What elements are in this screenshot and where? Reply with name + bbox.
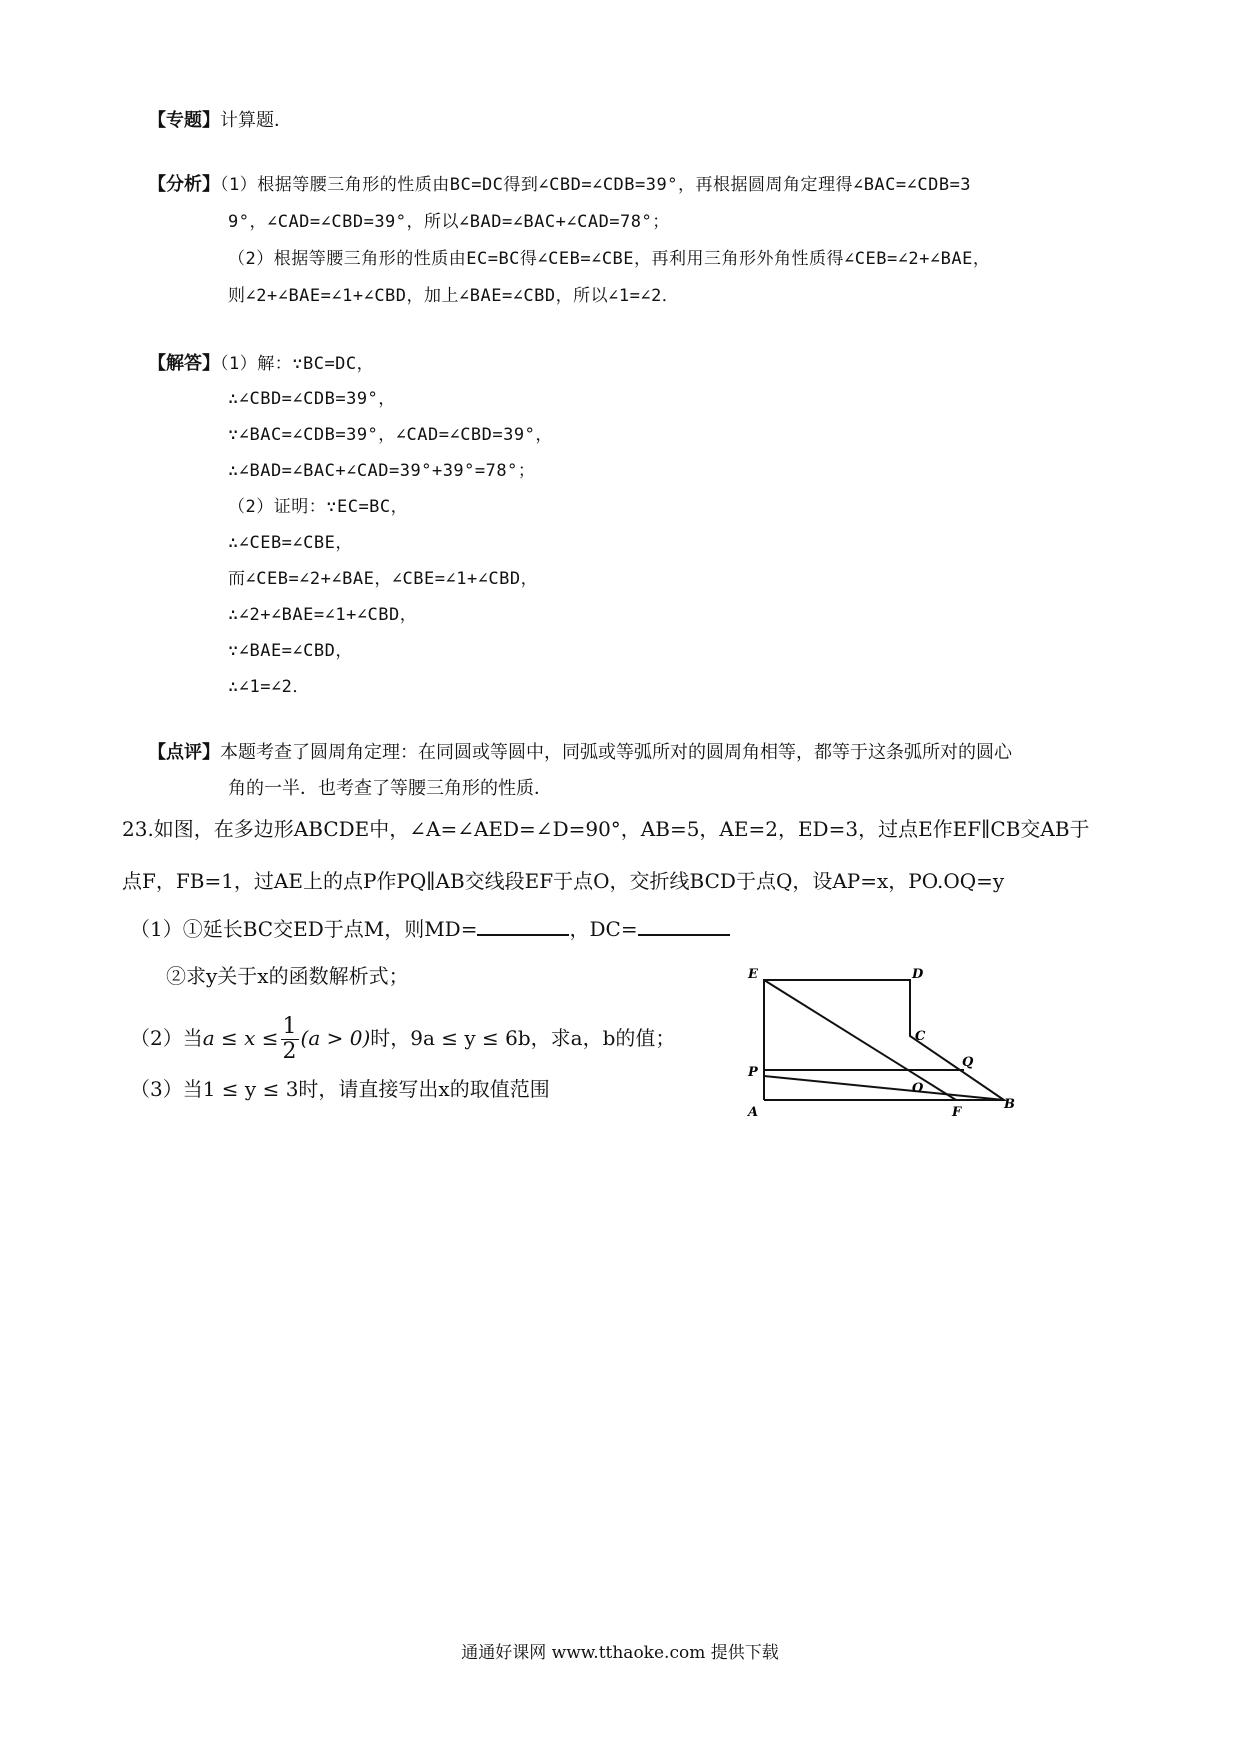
analysis-line-2: 9°，∠CAD=∠CBD=39°，所以∠BAD=∠BAC+∠CAD=78°； [228, 212, 670, 232]
label-p: P [748, 1065, 758, 1080]
analysis-line-3: （2）根据等腰三角形的性质由EC=BC得∠CEB=∠CBE，再利用三角形外角性质得∠CEB=∠2+∠BAE， [228, 249, 991, 269]
comment-line-1 [148, 740, 1012, 766]
comment-line-2: 角的一半．也考查了等腰三角形的性质． [228, 778, 552, 799]
fraction-denominator: 2 [282, 1039, 297, 1064]
solution-line-6: ∴∠CEB=∠CBE， [228, 533, 353, 553]
part2-cond-left: a ≤ x ≤ [202, 1026, 279, 1050]
label-c: C [915, 1029, 926, 1044]
analysis-tag: 【分析】 [148, 174, 220, 195]
solution-line-7: 而∠CEB=∠2+∠BAE，∠CBE=∠1+∠CBD， [228, 569, 539, 589]
problem-part1a [130, 914, 730, 944]
solution-line-8: ∴∠2+∠BAE=∠1+∠CBD， [228, 605, 418, 625]
part2-prefix: （2）当 [130, 1026, 203, 1050]
part2-suffix: 时，9a ≤ y ≤ 6b，求a，b的值； [370, 1026, 676, 1050]
label-f: F [952, 1105, 962, 1120]
solution-line-9: ∵∠BAE=∠CBD， [228, 641, 353, 661]
solution-line-5: （2）证明：∵EC=BC， [228, 497, 409, 517]
segment-ef [764, 980, 956, 1100]
solution-text-1: （1）解：∵BC=DC， [220, 354, 375, 374]
page-footer: 通通好课网 www.tthaoke.com 提供下载 [461, 1643, 779, 1663]
solution-line-2: ∴∠CBD=∠CDB=39°， [228, 389, 396, 409]
analysis-line-1 [148, 172, 971, 198]
topic-text: 计算题． [220, 110, 292, 131]
solution-tag: 【解答】 [148, 353, 220, 374]
segment-pb [764, 1076, 1004, 1100]
fraction-numerator: 1 [282, 1014, 297, 1039]
solution-line-10: ∴∠1=∠2． [228, 677, 310, 697]
md-answer-blank[interactable] [477, 914, 569, 936]
analysis-line-4: 则∠2+∠BAE=∠1+∠CBD，加上∠BAE=∠CBD，所以∠1=∠2． [228, 286, 680, 306]
one-half-fraction [281, 1015, 299, 1064]
topic-line [148, 108, 292, 134]
label-o: O [912, 1081, 924, 1096]
problem-line-1: 23.如图，在多边形ABCDE中，∠A=∠AED=∠D=90°，AB=5，AE=2，ED=3，过点E作EF∥CB交AB于 [122, 817, 1090, 841]
comment-tag: 【点评】 [148, 742, 220, 763]
problem-part3: （3）当1 ≤ y ≤ 3时，请直接写出x的取值范围 [130, 1077, 550, 1101]
label-a: A [748, 1105, 759, 1120]
polygon-figure [740, 960, 1020, 1120]
part1a-prefix: （1）①延长BC交ED于点M，则MD= [130, 917, 478, 941]
analysis-text-1: （1）根据等腰三角形的性质由BC=DC得到∠CBD=∠CDB=39°，再根据圆周角定理得∠BAC=∠CDB=3 [220, 175, 972, 195]
dc-answer-blank[interactable] [638, 914, 730, 936]
problem-part2 [130, 1007, 675, 1069]
label-b: B [1004, 1097, 1015, 1112]
part2-cond-right: (a > 0) [300, 1026, 371, 1050]
solution-line-3: ∵∠BAC=∠CDB=39°，∠CAD=∠CBD=39°， [228, 425, 553, 445]
problem-part1b: ②求y关于x的函数解析式； [166, 964, 409, 988]
label-d: D [912, 967, 924, 982]
solution-line-1 [148, 351, 374, 377]
label-e: E [748, 967, 758, 982]
topic-tag: 【专题】 [148, 110, 220, 131]
comment-text-1: 本题考查了圆周角定理：在同圆或等圆中，同弧或等弧所对的圆周角相等，都等于这条弧所对的圆心 [220, 742, 1012, 763]
solution-line-4: ∴∠BAD=∠BAC+∠CAD=39°+39°=78°； [228, 461, 536, 481]
polygon-outline [764, 980, 1004, 1100]
label-q: Q [962, 1055, 974, 1070]
problem-line-2: 点F，FB=1，过AE上的点P作PQ∥AB交线段EF于点O，交折线BCD于点Q，设AP=x，PO.OQ=y [122, 869, 1005, 893]
part1a-mid: ，DC= [569, 917, 638, 941]
